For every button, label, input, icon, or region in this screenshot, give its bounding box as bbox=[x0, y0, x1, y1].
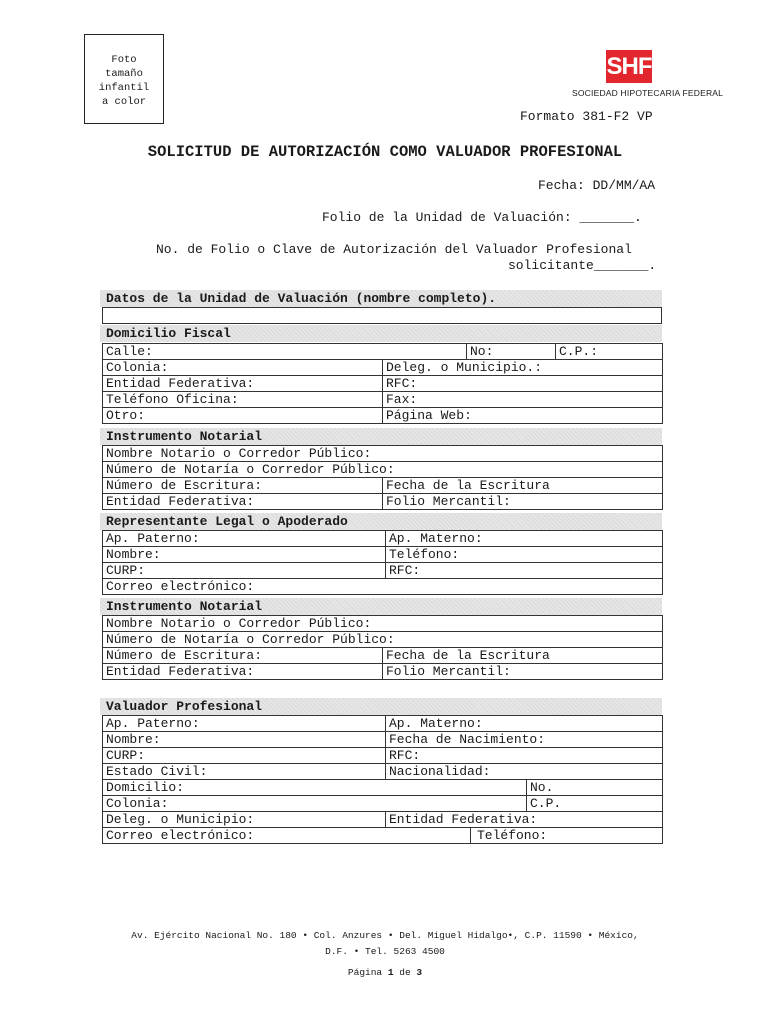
representante-table bbox=[102, 530, 663, 595]
logo-subtitle: SOCIEDAD HIPOTECARIA FEDERAL bbox=[572, 88, 724, 98]
field-rfc[interactable]: RFC: bbox=[383, 376, 663, 392]
field-rep-nombre[interactable]: Nombre: bbox=[103, 547, 386, 563]
page-total: 3 bbox=[416, 967, 423, 978]
field-rep-ap-materno[interactable]: Ap. Materno: bbox=[386, 531, 663, 547]
footer-address bbox=[0, 928, 770, 960]
notarial-table-1 bbox=[102, 445, 663, 510]
page-number bbox=[0, 965, 770, 981]
field-entidad[interactable]: Entidad Federativa: bbox=[103, 376, 383, 392]
field-deleg[interactable]: Deleg. o Municipio.: bbox=[383, 360, 663, 376]
field-val-cp[interactable]: C.P. bbox=[527, 796, 663, 812]
field-rep-ap-paterno[interactable]: Ap. Paterno: bbox=[103, 531, 386, 547]
unidad-nombre-field[interactable] bbox=[102, 307, 662, 324]
field-entidad-notarial-2[interactable]: Entidad Federativa: bbox=[103, 664, 383, 680]
field-val-ap-materno[interactable]: Ap. Materno: bbox=[386, 716, 663, 732]
field-numero-notaria[interactable]: Número de Notaría o Corredor Público: bbox=[103, 462, 663, 478]
domicilio-table bbox=[102, 343, 663, 424]
field-val-fecha-nac[interactable]: Fecha de Nacimiento: bbox=[386, 732, 663, 748]
field-rep-curp[interactable]: CURP: bbox=[103, 563, 386, 579]
field-val-colonia[interactable]: Colonia: bbox=[103, 796, 527, 812]
section-representante: Representante Legal o Apoderado bbox=[100, 513, 662, 530]
field-val-telefono[interactable]: Teléfono: bbox=[471, 828, 663, 844]
field-fecha-escritura[interactable]: Fecha de la Escritura bbox=[383, 478, 663, 494]
field-fax[interactable]: Fax: bbox=[383, 392, 663, 408]
page-prefix: Página bbox=[347, 967, 383, 978]
photo-line: a color bbox=[101, 96, 147, 108]
field-telefono-oficina[interactable]: Teléfono Oficina: bbox=[103, 392, 383, 408]
shf-logo bbox=[572, 50, 724, 102]
fecha-line: Fecha: DD/MM/AA bbox=[538, 178, 656, 193]
field-rep-correo[interactable]: Correo electrónico: bbox=[103, 579, 663, 595]
field-fecha-escritura-2[interactable]: Fecha de la Escritura bbox=[383, 648, 663, 664]
folio-clave-line-2: solicitante_______. bbox=[508, 258, 657, 273]
field-val-curp[interactable]: CURP: bbox=[103, 748, 386, 764]
field-val-deleg[interactable]: Deleg. o Municipio: bbox=[103, 812, 386, 828]
page-current: 1 bbox=[387, 967, 394, 978]
page-title: SOLICITUD DE AUTORIZACIÓN COMO VALUADOR PROFESIONAL bbox=[147, 143, 623, 161]
field-entidad-notarial[interactable]: Entidad Federativa: bbox=[103, 494, 383, 510]
field-otro[interactable]: Otro: bbox=[103, 408, 383, 424]
formato-code: Formato 381-F2 VP bbox=[520, 109, 653, 124]
folio-unidad-line: Folio de la Unidad de Valuación: _______. bbox=[322, 210, 642, 225]
section-instrumento-notarial-1: Instrumento Notarial bbox=[100, 428, 662, 445]
page-of: de bbox=[399, 967, 411, 978]
field-val-correo[interactable]: Correo electrónico: bbox=[103, 828, 471, 844]
field-val-rfc[interactable]: RFC: bbox=[386, 748, 663, 764]
section-valuador: Valuador Profesional bbox=[100, 698, 662, 715]
field-folio-mercantil-2[interactable]: Folio Mercantil: bbox=[383, 664, 663, 680]
photo-line: Foto bbox=[111, 54, 137, 66]
field-rep-telefono[interactable]: Teléfono: bbox=[386, 547, 663, 563]
field-rep-rfc[interactable]: RFC: bbox=[386, 563, 663, 579]
field-val-entidad[interactable]: Entidad Federativa: bbox=[386, 812, 663, 828]
field-nombre-notario-2[interactable]: Nombre Notario o Corredor Público: bbox=[103, 616, 663, 632]
section-domicilio-fiscal: Domicilio Fiscal bbox=[100, 325, 662, 342]
valuador-table bbox=[102, 715, 663, 844]
photo-line: infantil bbox=[98, 82, 150, 94]
field-numero-escritura[interactable]: Número de Escritura: bbox=[103, 478, 383, 494]
section-instrumento-notarial-2: Instrumento Notarial bbox=[100, 598, 662, 615]
notarial-table-2 bbox=[102, 615, 663, 680]
field-val-no[interactable]: No. bbox=[527, 780, 663, 796]
photo-line: tamaño bbox=[105, 68, 143, 80]
footer-line-1: Av. Ejército Nacional No. 180 • Col. Anzures • Del. Miguel Hidalgo•, C.P. 11590 • México, bbox=[131, 930, 639, 941]
field-folio-mercantil[interactable]: Folio Mercantil: bbox=[383, 494, 663, 510]
field-cp[interactable]: C.P.: bbox=[556, 344, 663, 360]
field-nombre-notario[interactable]: Nombre Notario o Corredor Público: bbox=[103, 446, 663, 462]
field-val-ap-paterno[interactable]: Ap. Paterno: bbox=[103, 716, 386, 732]
field-val-domicilio[interactable]: Domicilio: bbox=[103, 780, 527, 796]
field-pagina-web[interactable]: Página Web: bbox=[383, 408, 663, 424]
photo-placeholder bbox=[84, 34, 164, 124]
field-numero-notaria-2[interactable]: Número de Notaría o Corredor Público: bbox=[103, 632, 663, 648]
field-val-estado-civil[interactable]: Estado Civil: bbox=[103, 764, 386, 780]
field-val-nombre[interactable]: Nombre: bbox=[103, 732, 386, 748]
field-calle[interactable]: Calle: bbox=[103, 344, 467, 360]
field-colonia[interactable]: Colonia: bbox=[103, 360, 383, 376]
section-datos-unidad: Datos de la Unidad de Valuación (nombre completo). bbox=[100, 290, 662, 307]
field-no[interactable]: No: bbox=[467, 344, 556, 360]
folio-clave-line-1: No. de Folio o Clave de Autorización del Valuador Profesional bbox=[156, 242, 632, 257]
footer-line-2: D.F. • Tel. 5263 4500 bbox=[325, 946, 445, 957]
field-numero-escritura-2[interactable]: Número de Escritura: bbox=[103, 648, 383, 664]
field-val-nacionalidad[interactable]: Nacionalidad: bbox=[386, 764, 663, 780]
logo-mark: SHF bbox=[606, 50, 652, 83]
